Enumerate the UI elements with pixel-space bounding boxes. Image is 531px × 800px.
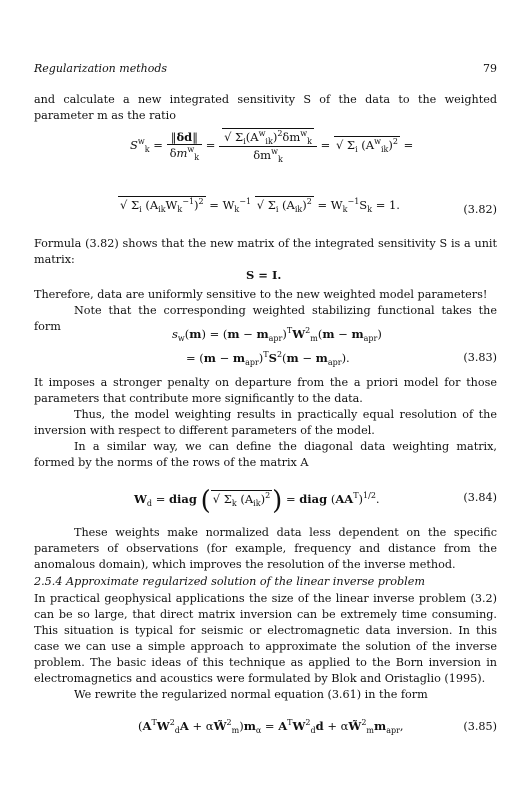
note-paragraph: Note that the corresponding weighted stabilizing functional takes the form — [34, 304, 497, 333]
similar-paragraph: In a similar way, we can define the diagonal data weighting matrix, formed by the norms of the rows of the matrix A — [34, 440, 497, 469]
after-3-82-paragraph: Formula (3.82) shows that the new matrix of the integrated sensitivity S is a unit matrix: — [34, 237, 497, 266]
practical-paragraph: In practical geophysical applications the size of the linear inverse problem (3.2) can be so large, that direct matrix inversion can be extremely time consuming. This situation is typical for seismic or electromagnetic data inversion. In this case we can use a simple approach to approximate the solution of the inverse problem. The basic ideas of this technique as applied to the Born inversion in electromagnetics and acoustics were formulated by Blok and Oristaglio (1995). — [34, 592, 497, 685]
header-section-title: Regularization methods — [34, 62, 168, 75]
equation-3-83-line2: = $(m - m_{apr})^TS^2(m - m_{apr})$. — [186, 350, 350, 367]
therefore-paragraph: Therefore, data are uniformly sensitive to the new weighted model parameters! — [34, 288, 488, 301]
weights-paragraph: These weights make normalized data less dependent on the specific parameters of observations (for example, frequency and distance from the anomalous domain), which improves the resolution of the inverse method. — [34, 526, 497, 571]
equation-number-3-85: (3.85) — [463, 720, 497, 733]
header-page-number: 79 — [483, 62, 497, 75]
equation-3-84: $W_d$ = diag ( √ $\Sigma_k$ $(A_{ik})^2$) = diag $(AA^T)^{1/2}$. — [134, 486, 380, 516]
equation-3-83-line1: $s_w(m) = (m - m_{apr})^TW^2_m(m - m_{apr})$ — [172, 326, 382, 343]
rewrite-paragraph: We rewrite the regularized normal equation (3.61) in the form — [74, 688, 428, 701]
equation-3-85: ($A^TW^2_dA$ + $\alpha W̃^2_m)m_\alpha = A^TW^2_dd$ + $\alpha W̃^2_mm_{apr}$, — [138, 718, 404, 735]
unit-matrix-equation: S = I. — [246, 268, 282, 282]
intro-paragraph: and calculate a new integrated sensitivity S of the data to the weighted parameter m as the ratio — [34, 93, 497, 122]
equation-number-3-83: (3.83) — [463, 351, 497, 364]
equation-number-3-84: (3.84) — [463, 491, 497, 504]
subsection-heading: 2.5.4 Approximate regularized solution of the linear inverse problem — [34, 575, 425, 588]
equation-3-82-line1: $S^w_k$ = $\frac{‖\delta d‖}{\delta m^w_k}$ = $\frac{√ \Sigma_i(A^w_{ik})^2\delta m^w_k}{\delta m^w_k}$ = √ $\Sigma_i$ $(A^w_{ik})^2$ = — [130, 129, 414, 164]
thus-paragraph: Thus, the model weighting results in practically equal resolution of the inversion with respect to different parameters of the model. — [34, 408, 497, 437]
imposes-paragraph: It imposes a stronger penalty on departure from the a priori model for those parameters that contribute more significantly to the data. — [34, 376, 497, 405]
equation-number-3-82: (3.82) — [463, 203, 497, 216]
equation-3-82-line2: √ $\Sigma_i$ $(A_{ik}W_k^{-1})^2 = W_k^{-1}$ √ $\Sigma_i$ $(A_{ik})^2 = W_k^{-1}S_k = 1$. — [120, 197, 400, 214]
